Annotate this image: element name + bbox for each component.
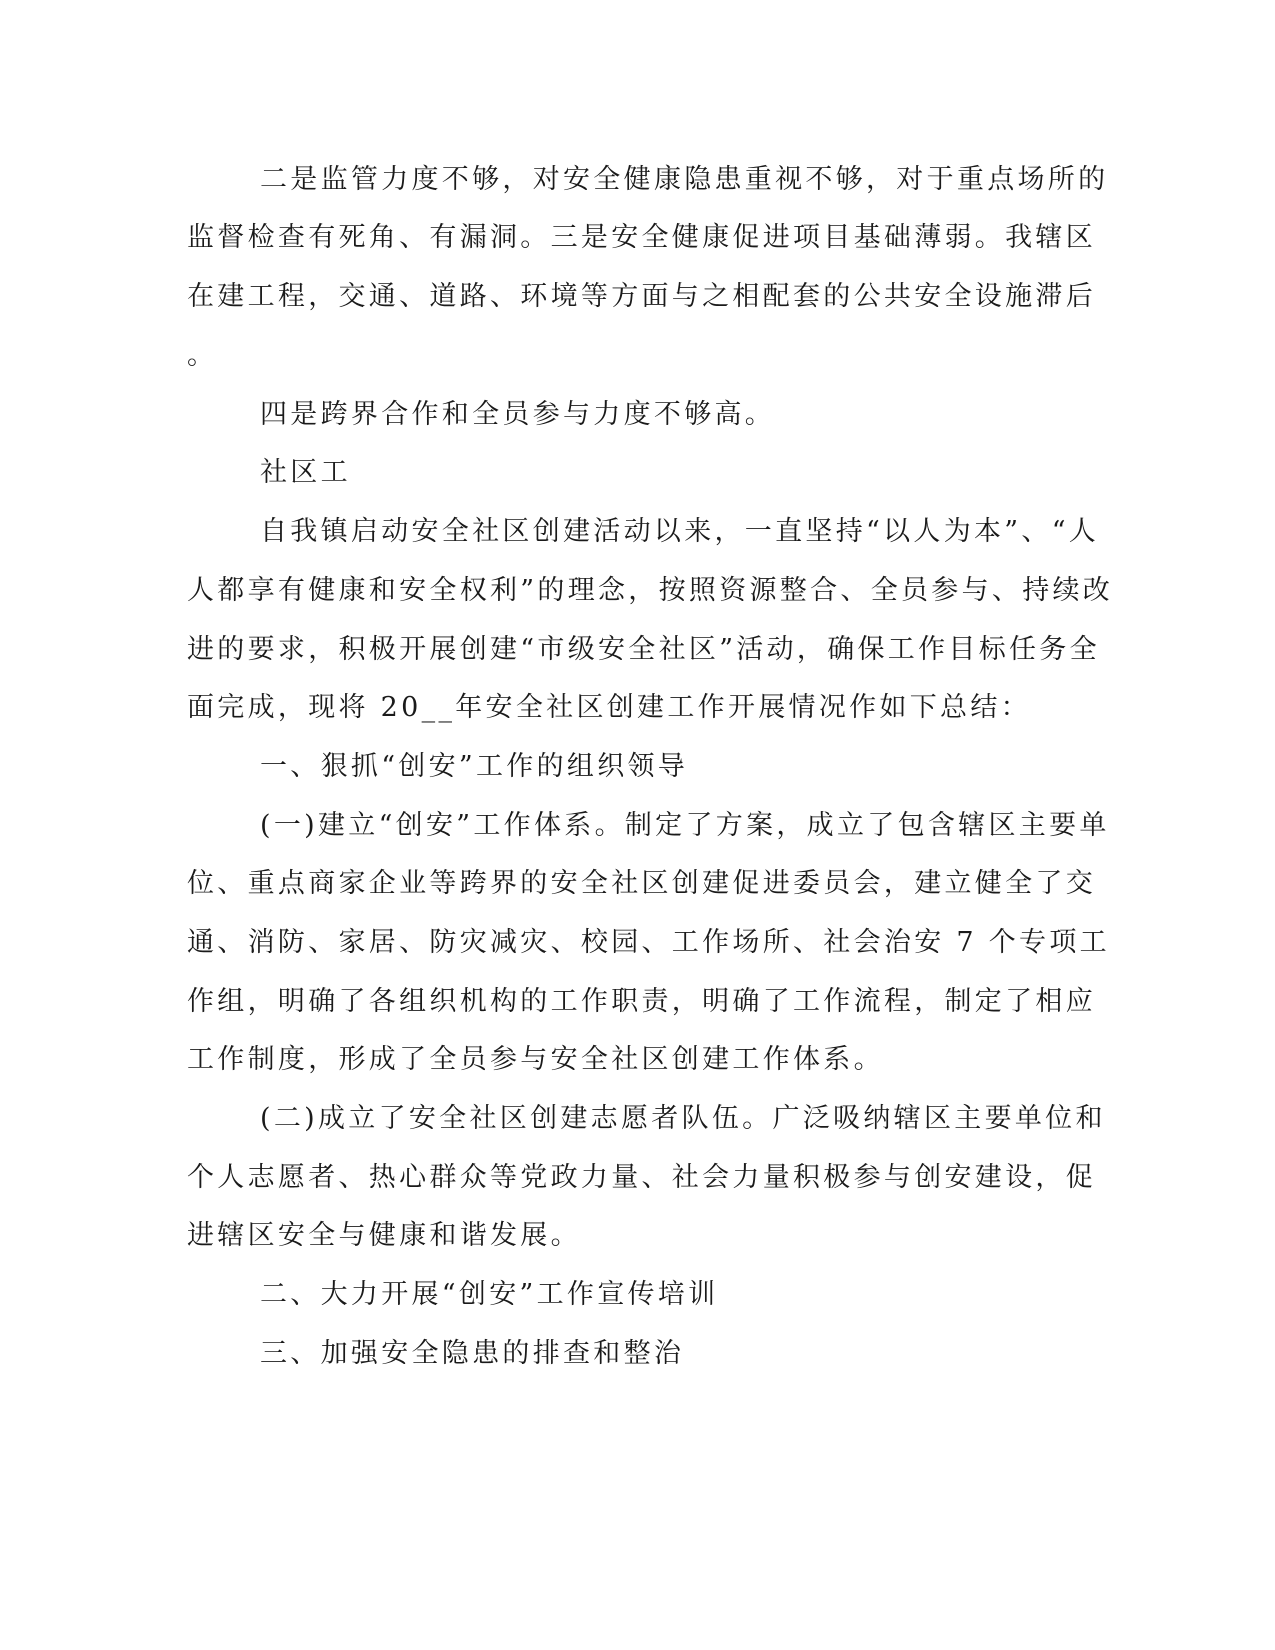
text-line [0,1332,1275,1376]
line-text: 四是跨界合作和全员参与力度不够高。 [260,399,776,430]
text-line [0,628,1275,672]
line-text: 社区工 [260,457,351,488]
line-text: 人都享有健康和安全权利”的理念，按照资源整合、全员参与、持续改 [187,575,1114,606]
text-line [0,686,1275,730]
line-text: 作组，明确了各组织机构的工作职责，明确了工作流程，制定了相应 [187,986,1096,1017]
text-line [0,451,1275,495]
line-text: 二、大力开展“创安”工作宣传培训 [260,1279,719,1310]
line-text: 个人志愿者、热心群众等党政力量、社会力量积极参与创安建设，促 [187,1162,1096,1193]
line-text: 。 [187,340,218,371]
text-line [0,1214,1275,1258]
line-text: 通、消防、家居、防灾减灾、校园、工作场所、社会治安 7 个专项工 [187,927,1110,958]
line-text: 二是监管力度不够，对安全健康隐患重视不够，对于重点场所的 [260,164,1109,195]
line-text: 进的要求，积极开展创建“市级安全社区”活动，确保工作目标任务全 [187,634,1100,665]
text-line [0,1273,1275,1317]
text-line [0,275,1275,319]
line-text: 工作制度，形成了全员参与安全社区创建工作体系。 [187,1044,884,1075]
text-line [0,921,1275,965]
text-line [0,334,1275,378]
line-text: 监督检查有死角、有漏洞。三是安全健康促进项目基础薄弱。我辖区 [187,222,1096,253]
line-text: 三、加强安全隐患的排查和整治 [260,1338,685,1369]
text-line [0,804,1275,848]
text-line [0,862,1275,906]
line-text: 在建工程，交通、道路、环境等方面与之相配套的公共安全设施滞后 [187,281,1096,312]
text-line [0,1097,1275,1141]
text-line [0,745,1275,789]
line-text: 进辖区安全与健康和谐发展。 [187,1220,581,1251]
text-line [0,1038,1275,1082]
line-text: (二)成立了安全社区创建志愿者队伍。广泛吸纳辖区主要单位和 [260,1103,1106,1134]
text-line [0,569,1275,613]
text-line [0,216,1275,260]
text-line [0,158,1275,202]
text-line [0,393,1275,437]
text-line [0,1156,1275,1200]
line-text: 位、重点商家企业等跨界的安全社区创建促进委员会，建立健全了交 [187,868,1096,899]
text-line [0,510,1275,554]
line-text: 一、狠抓“创安”工作的组织领导 [260,751,689,782]
line-text: 自我镇启动安全社区创建活动以来，一直坚持“以人为本”、“人 [260,516,1100,547]
line-text: 面完成，现将 20__年安全社区创建工作开展情况作如下总结： [187,692,1031,723]
line-text: (一)建立“创安”工作体系。制定了方案，成立了包含辖区主要单 [260,810,1110,841]
text-line [0,980,1275,1024]
